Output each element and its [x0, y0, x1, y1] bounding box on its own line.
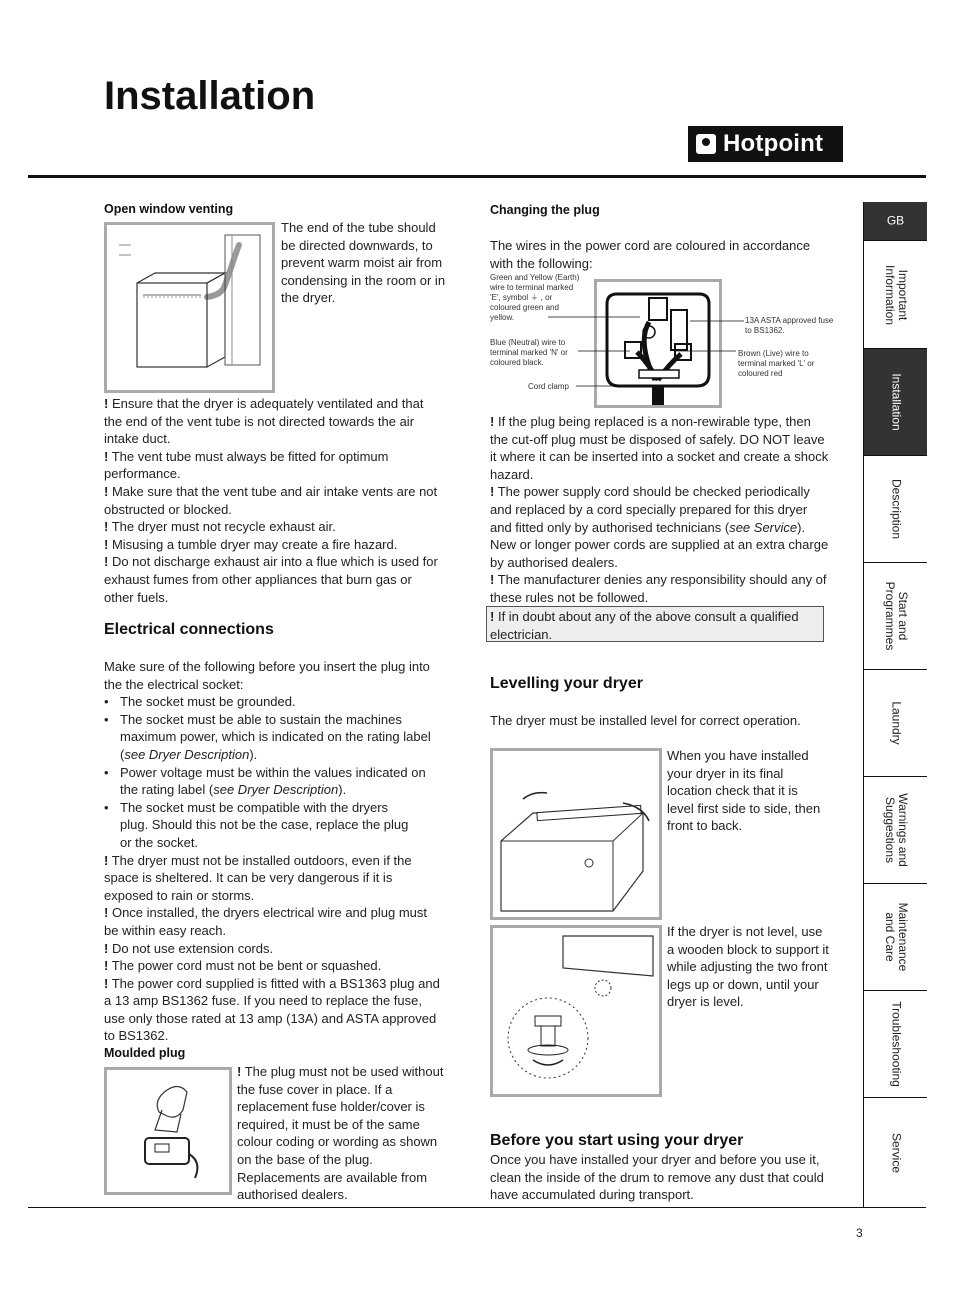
tab-gb[interactable]: GB: [864, 202, 927, 241]
electrical-note: ! Do not use extension cords.: [104, 940, 274, 956]
dryer-window-venting-drawing: [107, 225, 272, 390]
tab-troubleshooting[interactable]: Troubleshooting: [864, 991, 927, 1098]
diagram-leader-lines: [490, 279, 835, 409]
levelling-heading: Levelling your dryer: [490, 675, 643, 692]
label-blue: Blue (Neutral) wire to terminal marked 'N' or coloured black.: [490, 338, 568, 367]
section-sidebar: [863, 202, 927, 1208]
label-cord-clamp: Cord clamp: [528, 382, 569, 391]
hotpoint-logo: [688, 126, 843, 162]
venting-illustration: [104, 222, 275, 393]
spirit-level-drawing: [493, 751, 659, 917]
levelling-text-1: When you have installed your dryer in its final location check that it is level first side to side, then front to back.: [667, 748, 821, 834]
electrical-heading: Electrical connections: [104, 621, 274, 638]
electrical-section: [104, 658, 444, 1063]
electrical-note: ! The power cord must not be bent or squashed.: [104, 958, 382, 974]
hotpoint-logo-icon: [696, 134, 716, 154]
venting-note: ! Do not discharge exhaust air into a flue which is used for exhaust fumes from other appliances that burn gas or other fuels.: [104, 554, 438, 605]
header-rule: [28, 175, 926, 178]
venting-note: ! Ensure that the dryer is adequately ventilated and that the end of the vent tube is not directed towards the air intake duct.: [104, 396, 424, 447]
before-use-text: Once you have installed your dryer and before you use it, clean the inside of the drum to remove any dust that could have accumulated during transport.: [490, 1152, 824, 1203]
list-item: • Power voltage must be within the values indicated on the rating label (see Dryer Description).: [120, 764, 444, 799]
electrical-note: ! Once installed, the dryers electrical wire and plug must be within easy reach.: [104, 905, 427, 938]
electrical-intro: Make sure of the following before you insert the plug into the the electrical socket:: [104, 659, 430, 692]
page-number: 3: [856, 1226, 863, 1240]
tab-service[interactable]: Service: [889, 1132, 903, 1174]
electrical-note: ! The power cord supplied is fitted with a BS1363 plug and a 13 amp BS1362 fuse. If you need to replace the fuse, use only those rated at 13 amp (13A) and ASTA approved to BS1362.: [104, 975, 440, 1044]
levelling-illustration-top: [490, 748, 662, 920]
list-item: • The socket must be able to sustain the machines maximum power, which is indicated on the rating label (see Dryer Description).: [120, 711, 444, 764]
open-window-text: The end of the tube should be directed downwards, to prevent warm moist air from condensing in the room or in the dryer.: [281, 220, 446, 306]
levelling-intro: The dryer must be installed level for correct operation.: [490, 713, 801, 728]
levelling-text-2: If the dryer is not level, use a wooden block to support it while adjusting the two front legs up or down, until your dryer is level.: [667, 924, 829, 1010]
label-brown: Brown (Live) wire to terminal marked 'L' or coloured red: [738, 349, 815, 378]
label-fuse: 13A ASTA approved fuse to BS1362.: [745, 316, 834, 335]
plug-note: ! If the plug being replaced is a non-rewirable type, then the cut-off plug must be disposed of safely. DO NOT leave it where it can be inserted into a socket and create a shock hazard.: [490, 414, 829, 482]
venting-note: ! Misusing a tumble dryer may create a fire hazard.: [104, 536, 398, 552]
tab-description[interactable]: Description: [864, 456, 927, 563]
changing-plug-intro: The wires in the power cord are coloured in accordance with the following:: [490, 238, 811, 271]
tab-laundry[interactable]: Laundry: [864, 670, 927, 777]
moulded-plug-illustration: [104, 1067, 232, 1195]
plug-note: ! The manufacturer denies any responsibility should any of these rules not be followed.: [490, 572, 827, 605]
venting-notes: [104, 395, 444, 606]
list-item: • The socket must be compatible with the dryers plug. Should this not be the case, replace the plug or the socket.: [120, 799, 444, 852]
hand-plug-drawing: [107, 1070, 229, 1192]
electrical-note: ! The dryer must not be installed outdoors, even if the space is sheltered. It can be very dangerous if it is exposed to rain or storms.: [104, 852, 412, 903]
moulded-plug-heading: Moulded plug: [104, 1046, 186, 1061]
plug-note: ! The power supply cord should be checked periodically and replaced by a cord specially prepared for this dryer and fitted only by authorised technicians (see Service). New or longer power cords are supplied at an extra charge by authorised dealers.: [490, 484, 829, 570]
venting-note: ! The dryer must not recycle exhaust air.: [104, 519, 336, 535]
electrical-bullets: [104, 693, 444, 851]
changing-plug-heading: Changing the plug: [490, 203, 600, 217]
page-title: Installation: [104, 74, 316, 118]
footer-rule: [28, 1207, 926, 1208]
adjustable-foot-drawing: [493, 928, 659, 1094]
plug-notes: [490, 413, 830, 607]
label-green-yellow: Green and Yellow (Earth) wire to terminal marked 'E', symbol ⏚ , or coloured green and yellow.: [490, 273, 580, 322]
tab-warnings-and-suggestions[interactable]: Warnings and Suggestions: [864, 777, 927, 884]
moulded-plug-text: ! The plug must not be used without the fuse cover in place. If a replacement fuse holder/cover is required, it must be of the same colour coding or wording as shown on the base of the plug. Replacements are available from authorised dealers.: [237, 1064, 444, 1203]
tab-start-and-programmes[interactable]: Start and Programmes: [864, 563, 927, 670]
list-item: • The socket must be grounded.: [120, 693, 444, 711]
before-use-heading: Before you start using your dryer: [490, 1132, 744, 1149]
levelling-illustration-feet: [490, 925, 662, 1097]
brand-name: Hotpoint: [723, 130, 824, 158]
venting-note: ! Make sure that the vent tube and air intake vents are not obstructed or blocked.: [104, 483, 438, 517]
tab-installation[interactable]: Installation: [864, 349, 927, 456]
tab-maintenance-and-care[interactable]: Maintenance and Care: [864, 884, 927, 991]
tab-important-information[interactable]: Important Information: [864, 241, 927, 349]
open-window-heading: Open window venting: [104, 202, 234, 216]
qualified-electrician-note: ! If in doubt about any of the above consult a qualified electrician.: [486, 606, 824, 642]
venting-note: ! The vent tube must always be fitted for optimum performance.: [104, 448, 389, 482]
